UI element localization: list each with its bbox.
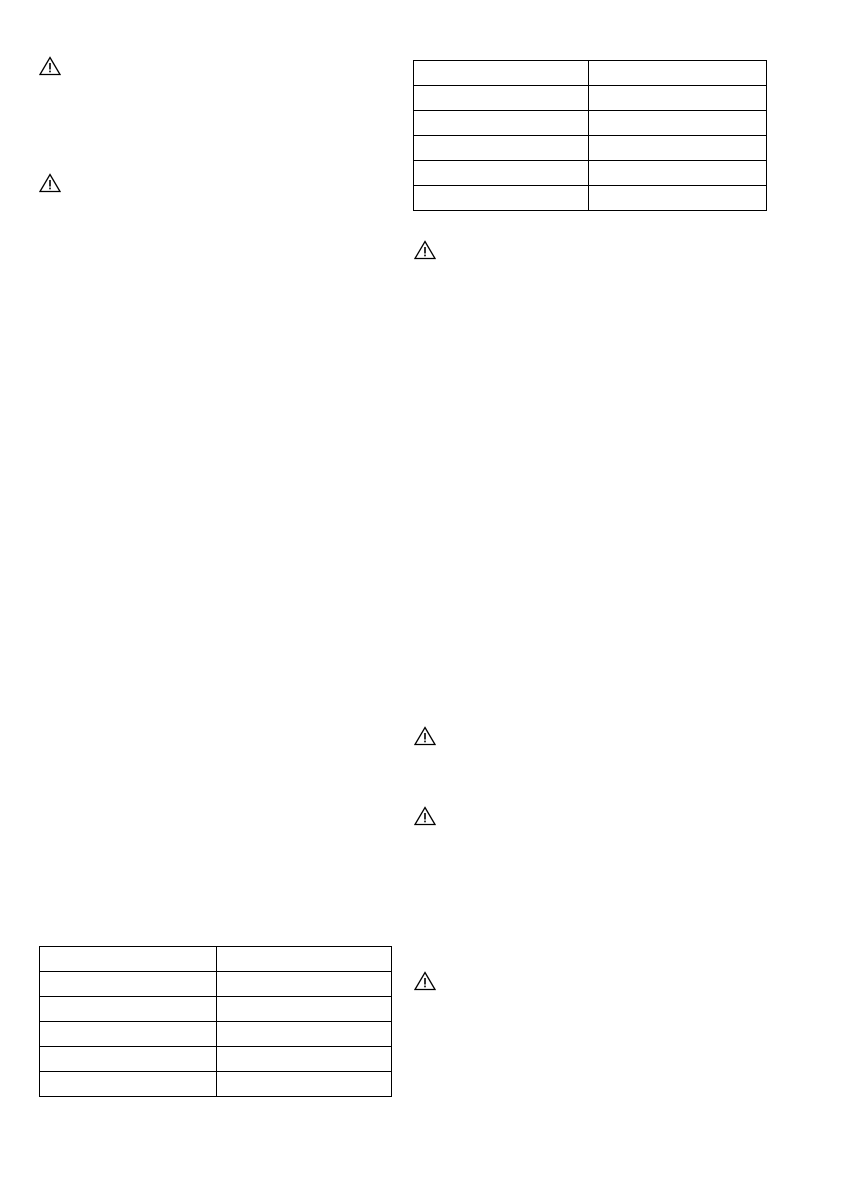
table-row xyxy=(40,972,392,997)
table-cell xyxy=(589,161,767,186)
table-cell xyxy=(414,111,589,136)
table-cell xyxy=(589,111,767,136)
warning-icon xyxy=(414,726,436,746)
table-cell xyxy=(40,972,217,997)
warning-icon xyxy=(414,240,436,260)
table-cell xyxy=(217,997,392,1022)
table-cell xyxy=(414,61,589,86)
warning-icon xyxy=(39,173,61,193)
table-row xyxy=(414,136,767,161)
table-cell xyxy=(414,86,589,111)
warning-icon xyxy=(39,56,61,76)
table-row xyxy=(40,1022,392,1047)
table-cell xyxy=(589,136,767,161)
table-cell xyxy=(217,1022,392,1047)
table-cell xyxy=(217,947,392,972)
table-cell xyxy=(40,1072,217,1097)
table-row xyxy=(414,161,767,186)
table-cell xyxy=(589,86,767,111)
warning-icon xyxy=(414,806,436,826)
table-cell xyxy=(40,1047,217,1072)
table-row xyxy=(414,61,767,86)
table-row xyxy=(40,1047,392,1072)
warning-icon xyxy=(414,971,436,991)
table-cell xyxy=(589,186,767,211)
table-cell xyxy=(40,1022,217,1047)
table-cell xyxy=(217,1047,392,1072)
table-cell xyxy=(217,1072,392,1097)
spec-table-left xyxy=(39,946,392,1097)
table-row xyxy=(40,947,392,972)
spec-table-right xyxy=(413,60,767,211)
table-row xyxy=(40,997,392,1022)
table-row xyxy=(40,1072,392,1097)
table-cell xyxy=(414,161,589,186)
table-cell xyxy=(414,136,589,161)
table-cell xyxy=(589,61,767,86)
table-row xyxy=(414,186,767,211)
table-row xyxy=(414,86,767,111)
table-cell xyxy=(414,186,589,211)
table-cell xyxy=(40,997,217,1022)
table-row xyxy=(414,111,767,136)
table-cell xyxy=(40,947,217,972)
table-cell xyxy=(217,972,392,997)
